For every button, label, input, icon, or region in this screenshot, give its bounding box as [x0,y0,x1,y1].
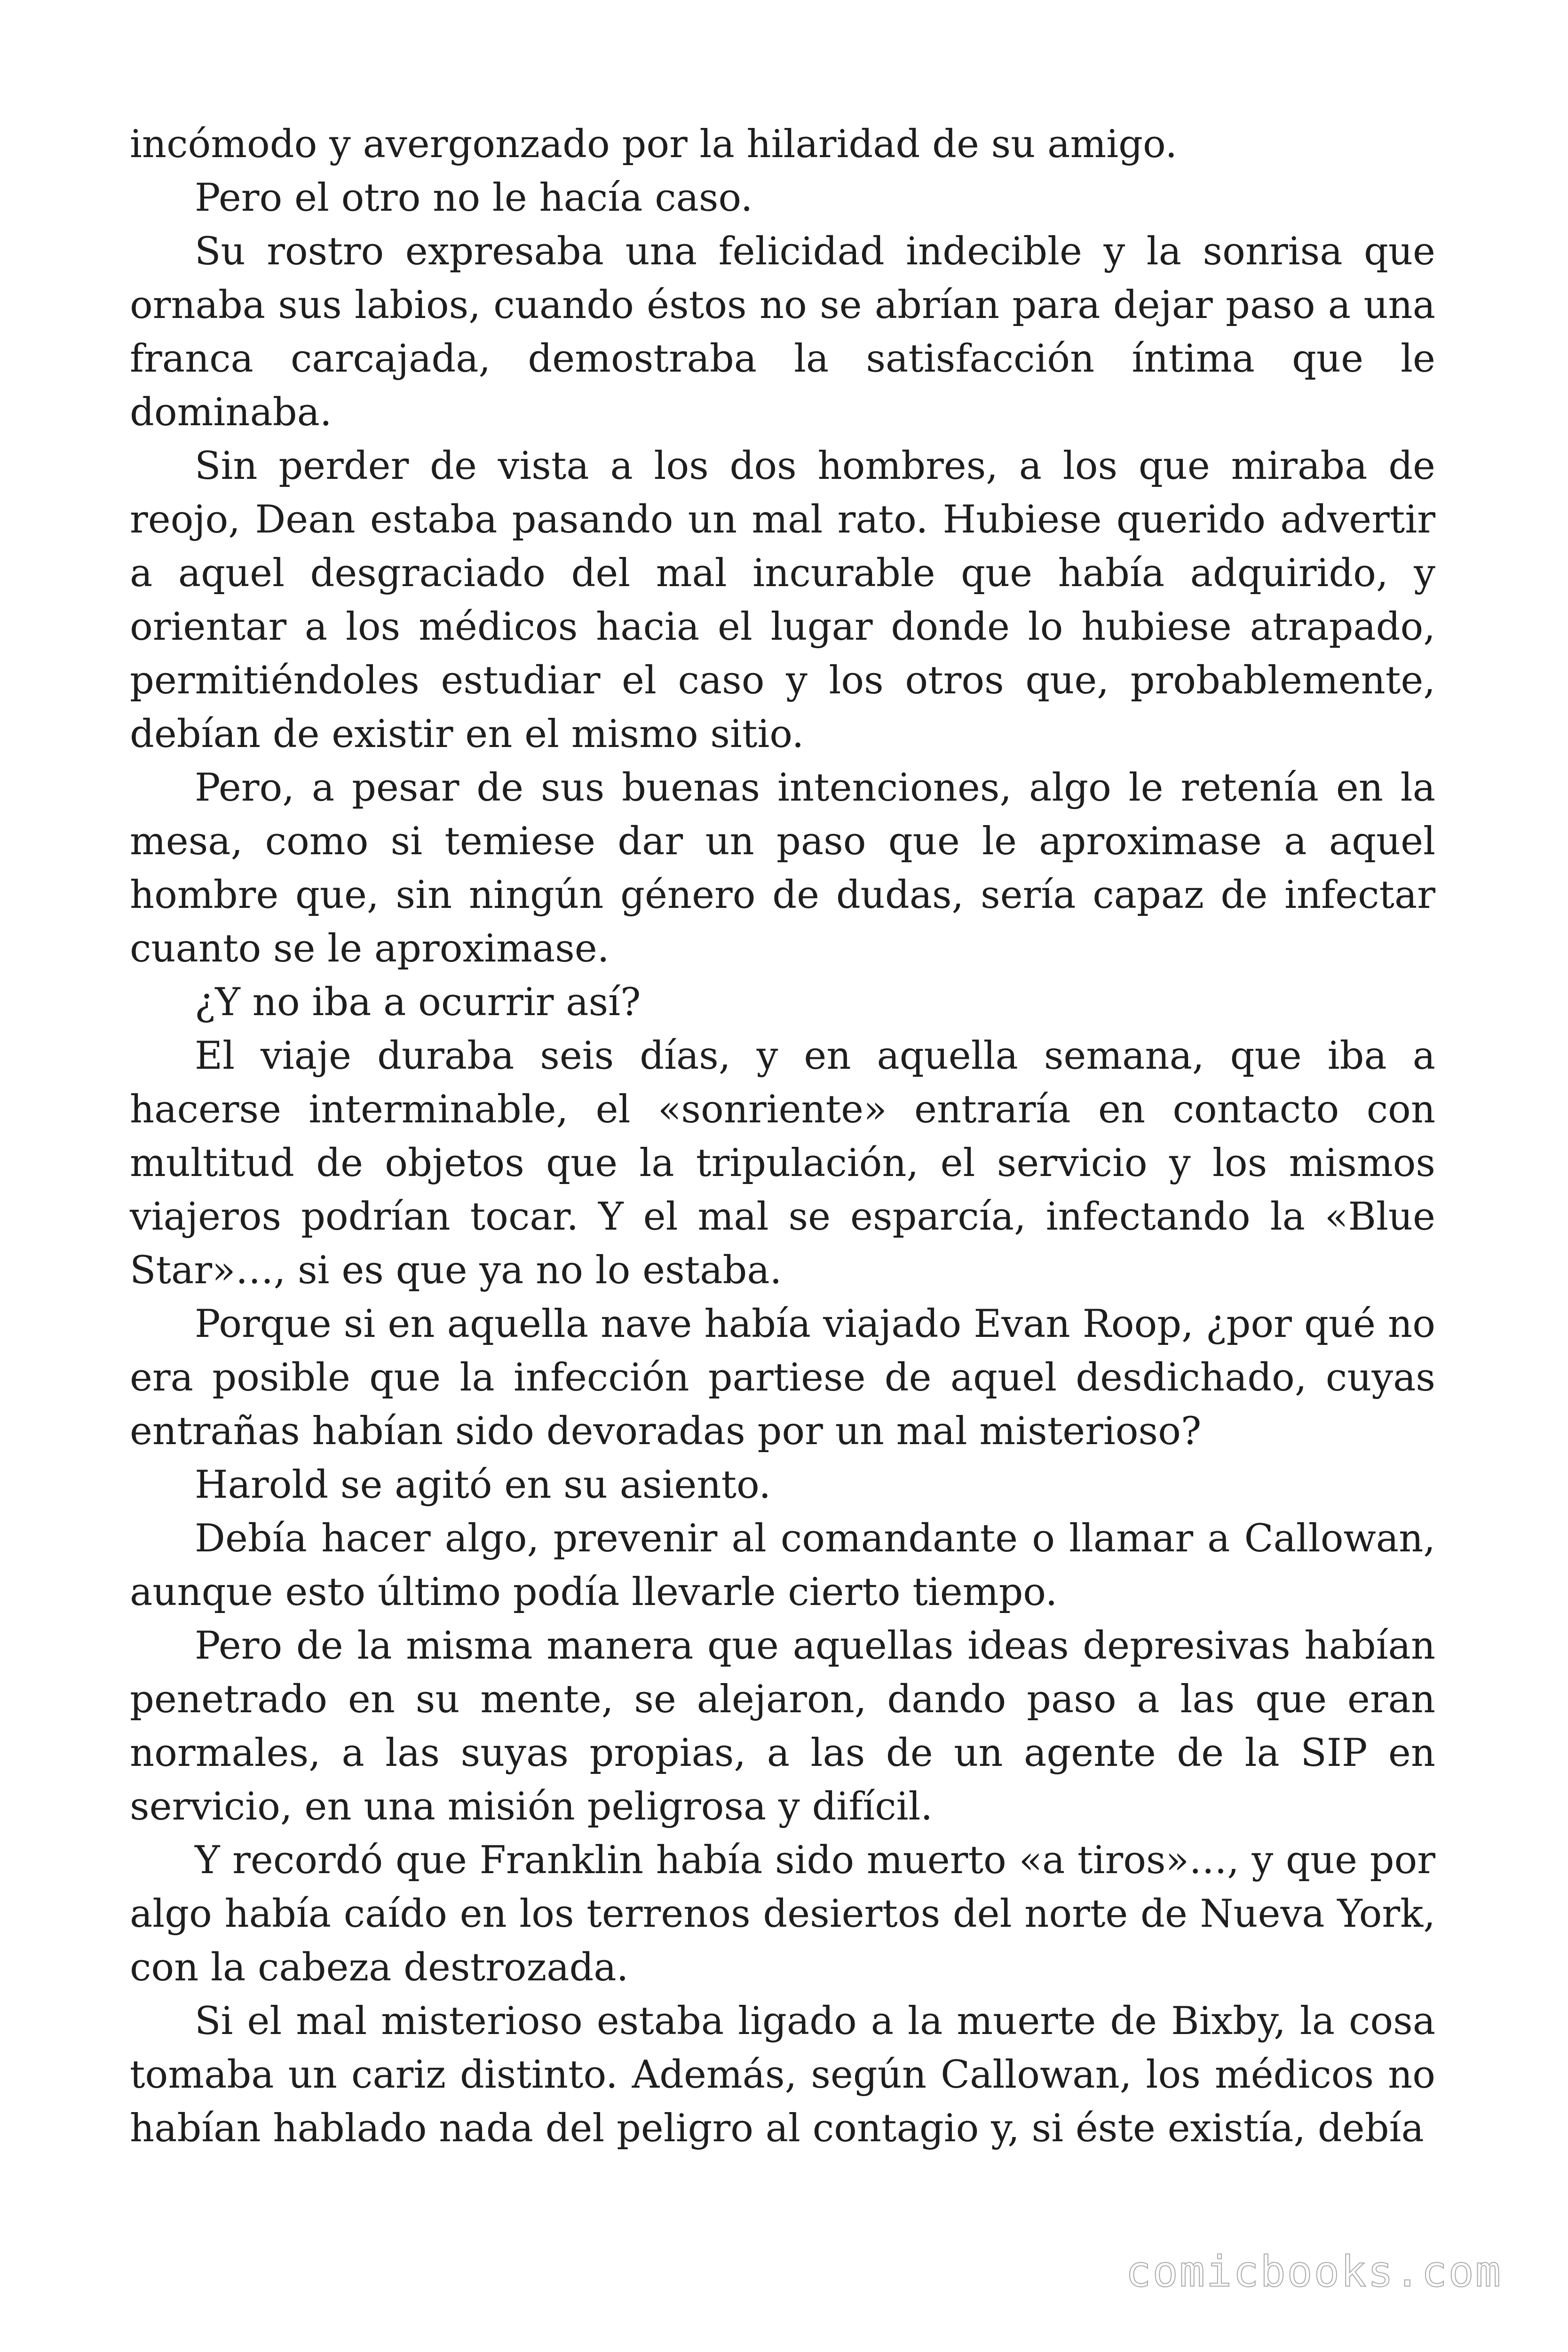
page-body [130,118,1435,2155]
paragraph-1: incómodo y avergonzado por la hilaridad de su amigo. [130,122,1178,167]
paragraph-3: Su rostro expresaba una felicidad indecible y la sonrisa que ornaba sus labios, cuando éstos no se abrían para dejar paso a una franca carcajada, demostraba la satisfacción íntima que le dominaba. [130,230,1435,435]
paragraph-5: Pero, a pesar de sus buenas intenciones, algo le retenía en la mesa, como si temiese dar un paso que le aproximase a aquel hombre que, sin ningún género de dudas, sería capaz de infectar cuanto se le aproximase. [130,766,1435,971]
paragraph-10: Debía hacer algo, prevenir al comandante o llamar a Callowan, aunque esto último podía llevarle cierto tiempo. [130,1517,1435,1614]
paragraph-9: Harold se agitó en su asiento. [195,1463,771,1507]
paragraph-7: El viaje duraba seis días, y en aquella semana, que iba a hacerse interminable, el «sonriente» entraría en contacto con multitud de objetos que la tripulación, el servicio y los mismos viajeros podrían tocar. Y el mal se esparcía, infectando la «Blue Star»…, si es que ya no lo estaba. [130,1034,1435,1293]
paragraph-4: Sin perder de vista a los dos hombres, a los que miraba de reojo, Dean estaba pasando un mal rato. Hubiese querido advertir a aquel desgraciado del mal incurable que había adquirido, y orientar a los médicos hacia el lugar donde lo hubiese atrapado, permitiéndoles estudiar el caso y los otros que, probablemente, debían de existir en el mismo sitio. [130,444,1435,756]
watermark: comicbooks.com [1125,2247,1502,2296]
paragraph-8: Porque si en aquella nave había viajado Evan Roop, ¿por qué no era posible que la infección partiese de aquel desdichado, cuyas entrañas habían sido devoradas por un mal misterioso? [130,1302,1435,1454]
paragraph-11: Pero de la misma manera que aquellas ideas depresivas habían penetrado en su mente, se alejaron, dando paso a las que eran normales, a las suyas propias, a las de un agente de la SIP en servicio, en una misión peligrosa y difícil. [130,1624,1435,1829]
paragraph-12: Y recordó que Franklin había sido muerto «a tiros»…, y que por algo había caído en los terrenos desiertos del norte de Nueva York, con la cabeza destrozada. [130,1838,1435,1990]
paragraph-13: Si el mal misterioso estaba ligado a la muerte de Bixby, la cosa tomaba un cariz distinto. Además, según Callowan, los médicos no habían hablado nada del peligro al contagio y, si éste existía, debía [130,1999,1435,2151]
paragraph-2: Pero el otro no le hacía caso. [195,176,753,220]
paragraph-6: ¿Y no iba a ocurrir así? [195,980,641,1025]
